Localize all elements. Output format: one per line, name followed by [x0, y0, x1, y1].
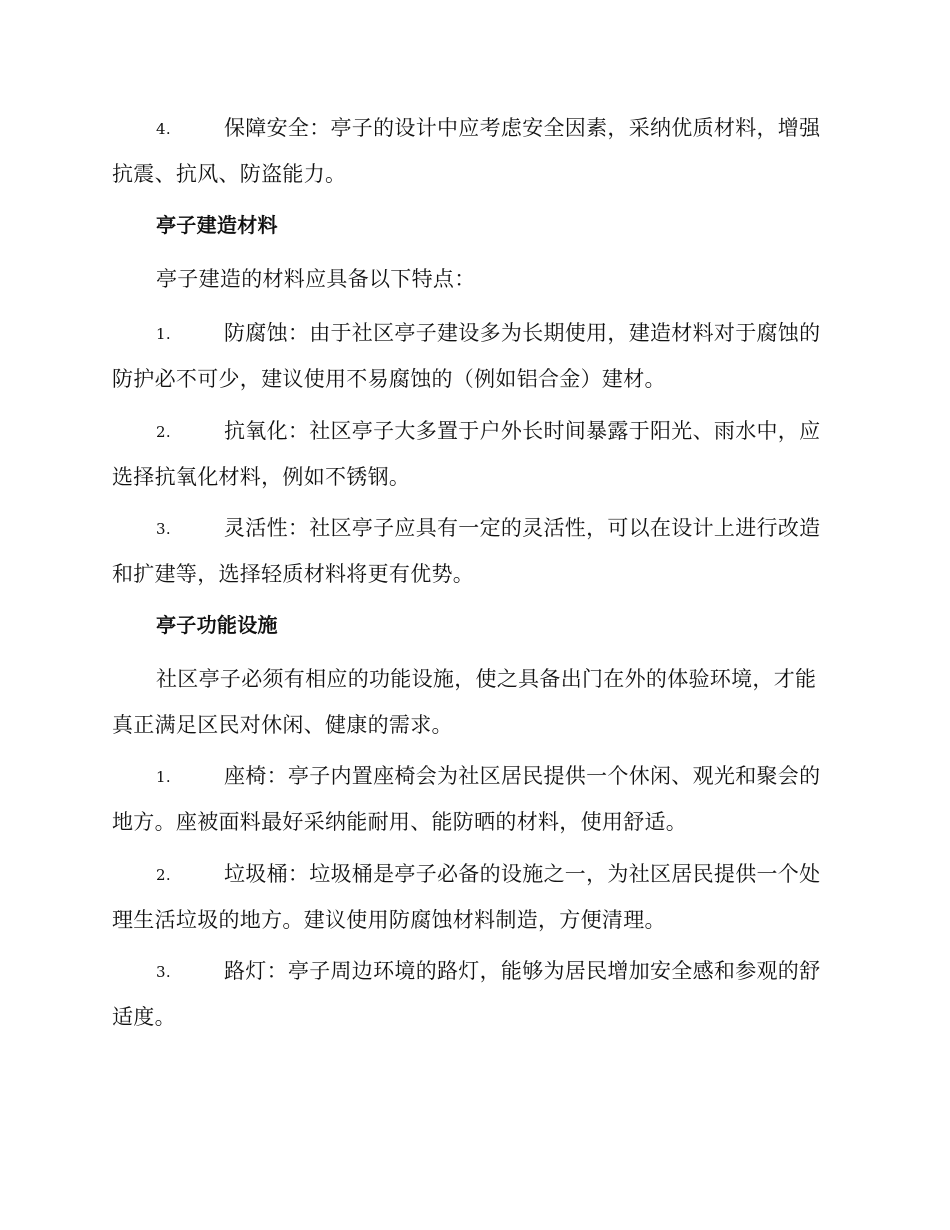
list-text: 保障安全：亭子的设计中应考虑安全因素，采纳优质材料，增强: [224, 116, 821, 140]
list-item-continuation: 理生活垃圾的地方。建议使用防腐蚀材料制造，方便清理。: [112, 908, 666, 932]
list-number: 2.: [156, 423, 171, 441]
list-item-first-line: [112, 310, 836, 356]
paragraph-line: 真正满足区民对休闲、健康的需求。: [112, 713, 453, 737]
paragraph-line: 社区亭子必须有相应的功能设施，使之具备出门在外的体验环境，才能: [156, 667, 817, 691]
list-text: 抗氧化：社区亭子大多置于户外长时间暴露于阳光、雨水中，应: [224, 419, 821, 443]
list-item-first-line: [112, 948, 836, 994]
list-item: [112, 505, 836, 597]
list-text: 灵活性：社区亭子应具有一定的灵活性，可以在设计上进行改造: [224, 516, 821, 540]
list-item: [112, 753, 836, 845]
list-item: [112, 408, 836, 500]
list-item: [112, 310, 836, 402]
section-heading: [112, 202, 836, 248]
list-number: 4.: [156, 120, 171, 138]
list-text: 路灯：亭子周边环境的路灯，能够为居民增加安全感和参观的舒: [224, 959, 821, 983]
list-number: 3.: [156, 520, 171, 538]
list-item-first-line: [112, 753, 836, 799]
list-item-continuation: 和扩建等，选择轻质材料将更有优势。: [112, 562, 475, 586]
list-item-first-line: [112, 851, 836, 897]
paragraph: [112, 256, 836, 302]
list-text: 座椅：亭子内置座椅会为社区居民提供一个休闲、观光和聚会的: [224, 764, 821, 788]
list-item: [112, 851, 836, 943]
list-text: 防腐蚀：由于社区亭子建设多为长期使用，建造材料对于腐蚀的: [224, 321, 821, 345]
list-number: 3.: [156, 963, 171, 981]
section-heading-text: 亭子功能设施: [156, 613, 278, 637]
section-heading-text: 亭子建造材料: [156, 213, 278, 237]
list-item: [112, 948, 836, 1040]
list-item-continuation: 适度。: [112, 1005, 176, 1029]
list-item-continuation: 选择抗氧化材料，例如不锈钢。: [112, 465, 411, 489]
list-item-first-line: [112, 105, 836, 151]
list-number: 1.: [156, 325, 171, 343]
section-heading: [112, 602, 836, 648]
list-item: [112, 105, 836, 197]
list-number: 1.: [156, 768, 171, 786]
list-item-continuation: 防护必不可少，建议使用不易腐蚀的（例如铝合金）建材。: [112, 367, 666, 391]
list-item-first-line: [112, 505, 836, 551]
list-text: 垃圾桶：垃圾桶是亭子必备的设施之一，为社区居民提供一个处: [224, 862, 821, 886]
list-item-first-line: [112, 408, 836, 454]
list-number: 2.: [156, 866, 171, 884]
list-item-continuation: 地方。座被面料最好采纳能耐用、能防晒的材料，使用舒适。: [112, 810, 688, 834]
list-item-continuation: 抗震、抗风、防盗能力。: [112, 162, 347, 186]
paragraph-line: 亭子建造的材料应具备以下特点：: [156, 267, 476, 291]
paragraph: [112, 656, 836, 748]
